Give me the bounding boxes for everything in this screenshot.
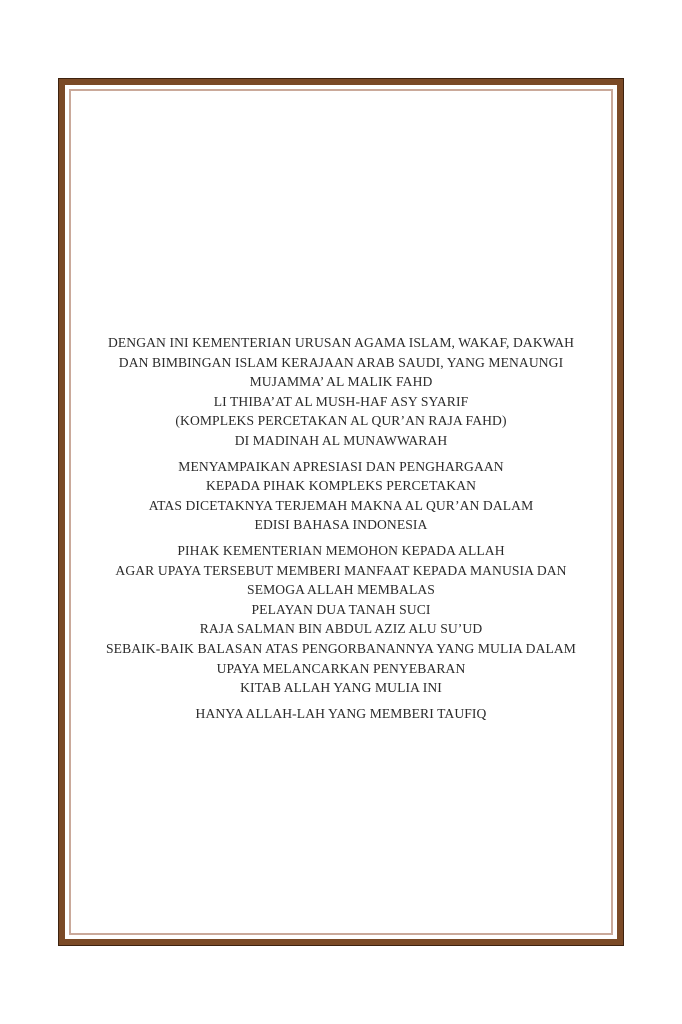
text-line: RAJA SALMAN BIN ABDUL AZIZ ALU SU’UD bbox=[199, 621, 483, 637]
text-line: MUJAMMA’ AL MALIK FAHD bbox=[249, 374, 433, 390]
paragraph-appreciation bbox=[71, 457, 611, 535]
text-line: EDISI BAHASA INDONESIA bbox=[254, 517, 428, 533]
text-line: (KOMPLEKS PERCETAKAN AL QUR’AN RAJA FAHD) bbox=[175, 413, 507, 429]
text-line: DENGAN INI KEMENTERIAN URUSAN AGAMA ISLAM, WAKAF, DAKWAH bbox=[107, 335, 575, 350]
page-border-inner bbox=[69, 89, 613, 935]
page-border-outer bbox=[58, 78, 624, 946]
text-line: KITAB ALLAH YANG MULIA INI bbox=[240, 680, 442, 696]
text-line: SEBAIK-BAIK BALASAN ATAS PENGORBANANNYA YANG MULIA DALAM bbox=[106, 640, 576, 656]
text-line: ATAS DICETAKNYA TERJEMAH MAKNA AL QUR’AN DALAM bbox=[148, 497, 534, 513]
paragraph-ministry bbox=[71, 333, 611, 451]
text-line: SEMOGA ALLAH MEMBALAS bbox=[247, 582, 435, 598]
text-line: LI THIBA’AT AL MUSH-HAF ASY SYARIF bbox=[213, 393, 469, 409]
text-line: PELAYAN DUA TANAH SUCI bbox=[251, 601, 431, 617]
text-line: DAN BIMBINGAN ISLAM KERAJAAN ARAB SAUDI, YANG MENAUNGI bbox=[118, 354, 564, 370]
text-line: UPAYA MELANCARKAN PENYEBARAN bbox=[216, 660, 466, 676]
text-line: PIHAK KEMENTERIAN MEMOHON KEPADA ALLAH bbox=[177, 542, 505, 558]
text-line: KEPADA PIHAK KOMPLEKS PERCETAKAN bbox=[205, 478, 477, 494]
text-line: HANYA ALLAH-LAH YANG MEMBERI TAUFIQ bbox=[195, 705, 487, 721]
paragraph-prayer bbox=[71, 541, 611, 698]
text-line: DI MADINAH AL MUNAWWARAH bbox=[234, 432, 448, 448]
text-line: AGAR UPAYA TERSEBUT MEMBERI MANFAAT KEPADA MANUSIA DAN bbox=[115, 562, 567, 578]
page-border-gap bbox=[65, 85, 617, 939]
paragraph-closing bbox=[71, 704, 611, 724]
dedication-text bbox=[71, 333, 611, 729]
text-line: MENYAMPAIKAN APRESIASI DAN PENGHARGAAN bbox=[178, 458, 504, 474]
